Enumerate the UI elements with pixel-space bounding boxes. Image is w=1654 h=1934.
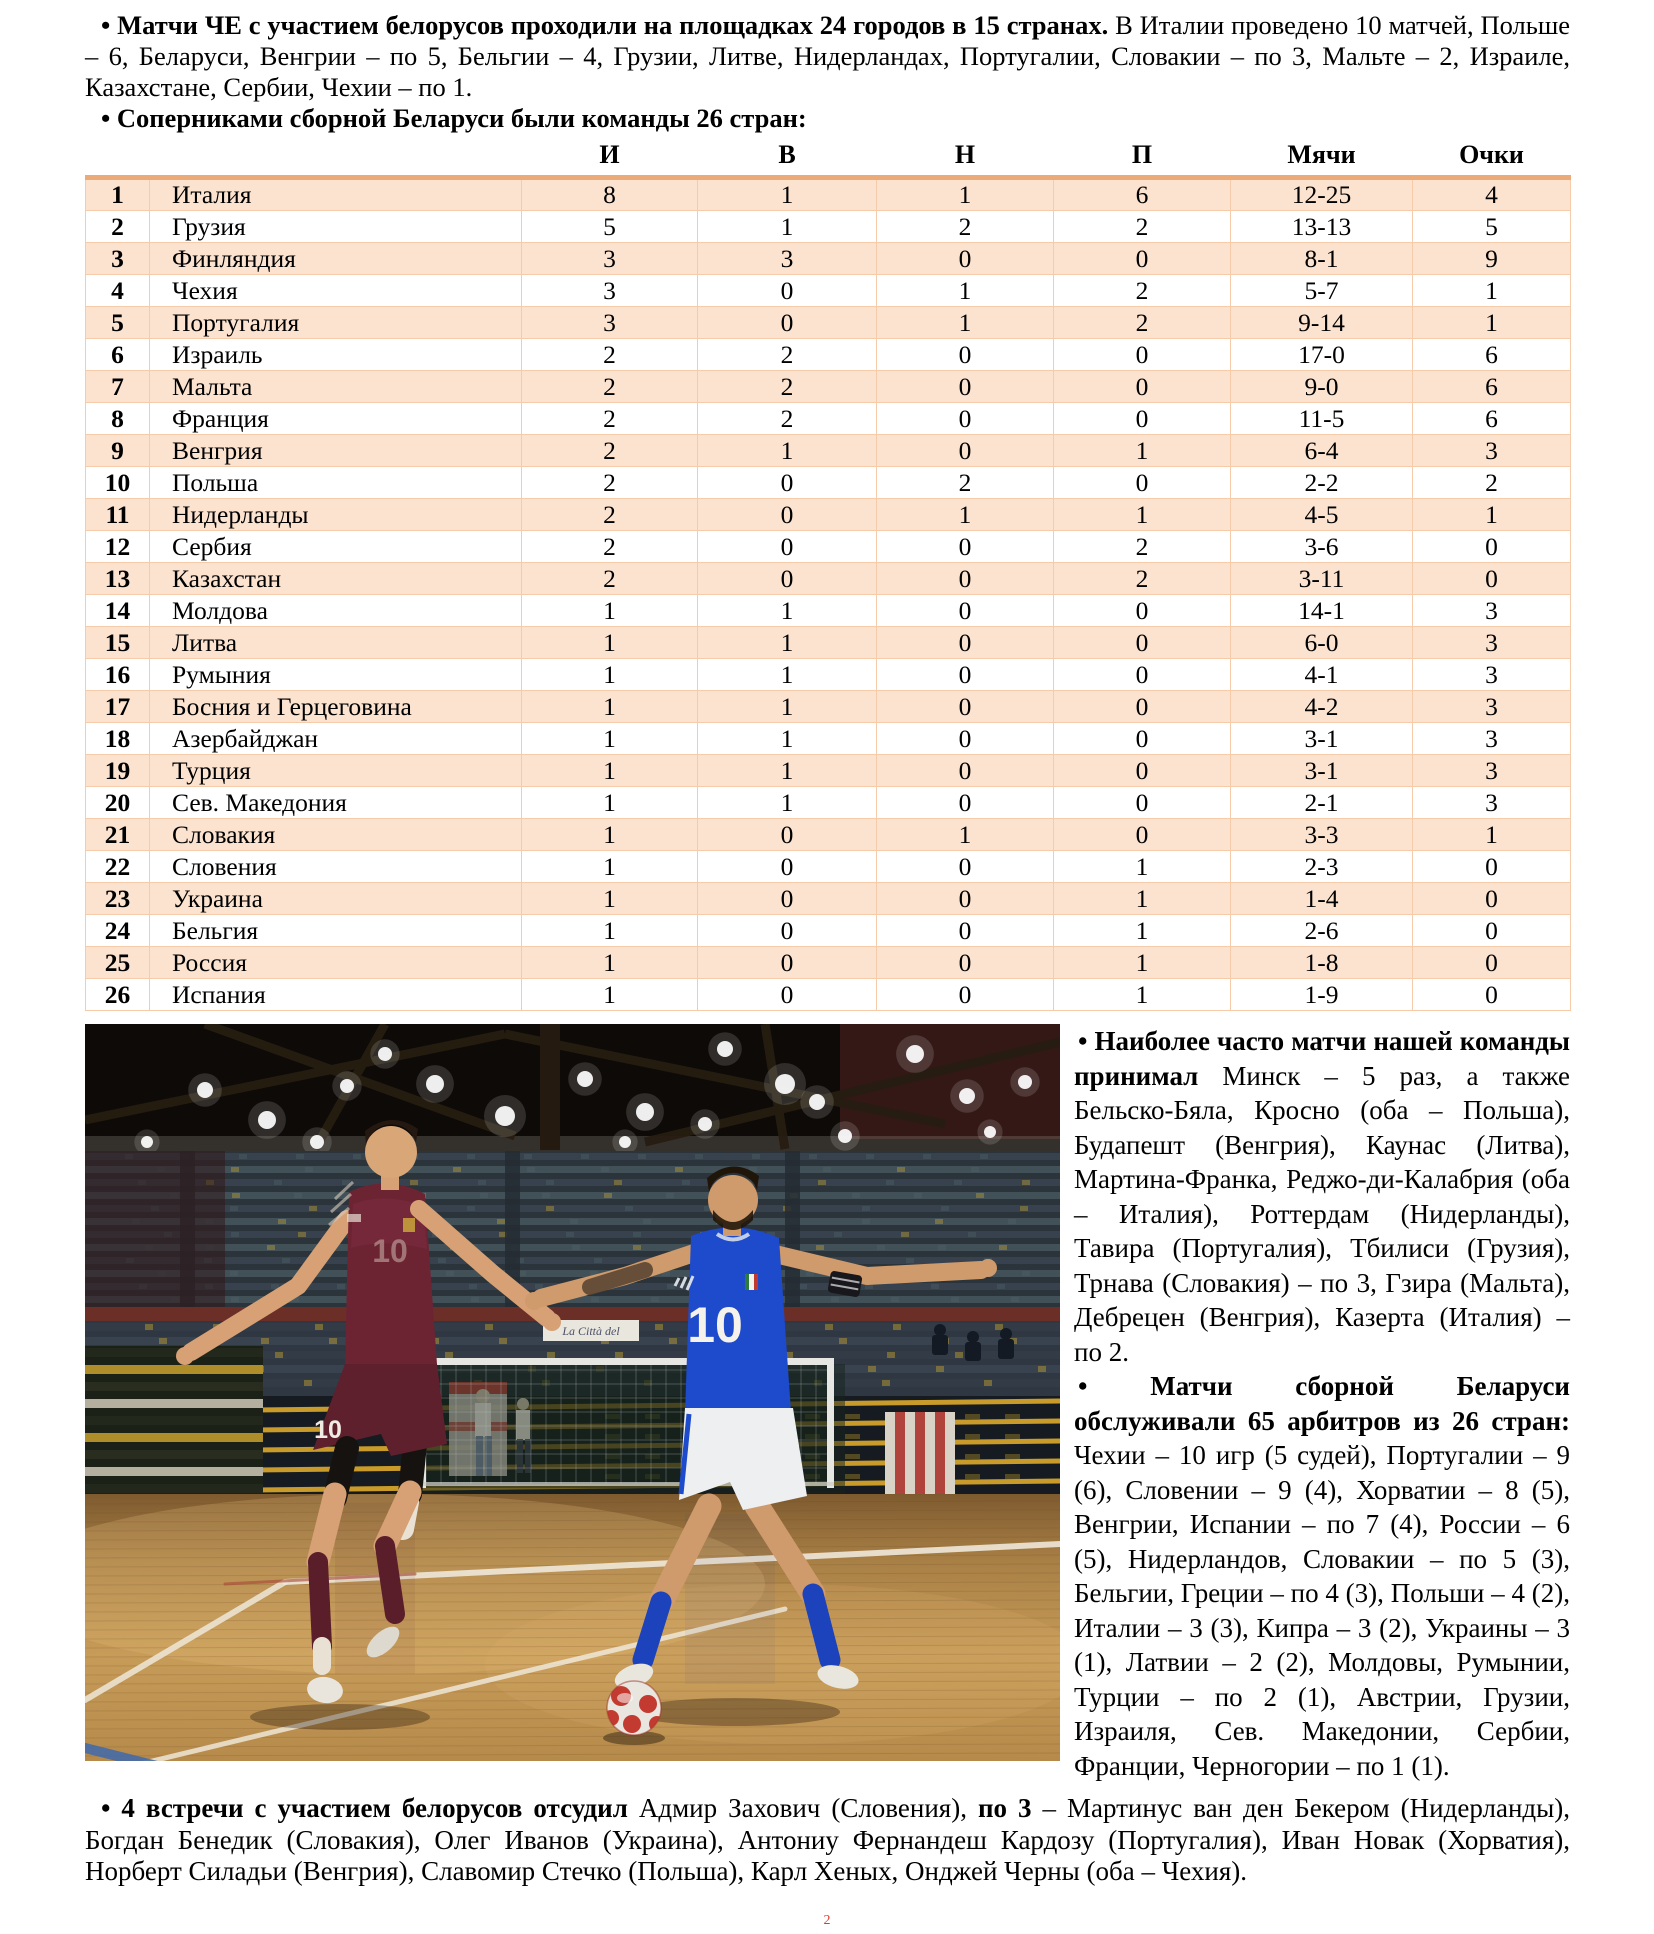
country-cell: Словения (150, 851, 522, 883)
draws-cell: 0 (877, 595, 1054, 627)
points-cell: 0 (1413, 563, 1571, 595)
goals-cell: 13-13 (1231, 211, 1413, 243)
losses-cell: 2 (1054, 563, 1231, 595)
home-shorts-number: 10 (314, 1416, 342, 1444)
table-header-row (86, 140, 1571, 178)
wins-cell: 0 (698, 499, 877, 531)
losses-cell: 0 (1054, 371, 1231, 403)
rank-cell: 6 (86, 339, 150, 371)
table-row (86, 467, 1571, 499)
games-cell: 2 (522, 371, 698, 403)
country-cell: Нидерланды (150, 499, 522, 531)
rank-cell: 26 (86, 979, 150, 1011)
losses-cell: 0 (1054, 755, 1231, 787)
points-cell: 0 (1413, 851, 1571, 883)
referee-stats-bold: • Матчи сборной Беларуси обслуживали 65 арбитров из 26 стран: (1074, 1371, 1570, 1436)
points-cell: 0 (1413, 883, 1571, 915)
country-cell: Чехия (150, 275, 522, 307)
column-header-games: И (522, 140, 698, 178)
points-cell: 1 (1413, 819, 1571, 851)
country-cell: Босния и Герцеговина (150, 691, 522, 723)
goals-cell: 2-6 (1231, 915, 1413, 947)
losses-cell: 0 (1054, 403, 1231, 435)
table-row (86, 563, 1571, 595)
table-row (86, 979, 1571, 1011)
draws-cell: 0 (877, 691, 1054, 723)
points-cell: 3 (1413, 723, 1571, 755)
points-cell: 3 (1413, 787, 1571, 819)
wins-cell: 1 (698, 755, 877, 787)
points-cell: 6 (1413, 339, 1571, 371)
footer-text-2: – Мартинус ван ден Бекером (Нидерланды), Богдан Бенедик (Словакия), Олег Иванов (Украина), Антониу Фернандеш Кардозу (Португалия), Иван Новак (Хорватия), Норберт Силадьи (Венгрия), Славомир Стечко (Польша), Карл Хеных, Онджей Черны (оба – Чехия). (85, 1793, 1571, 1886)
losses-cell: 2 (1054, 211, 1231, 243)
table-row (86, 403, 1571, 435)
points-cell: 3 (1413, 659, 1571, 691)
games-cell: 2 (522, 403, 698, 435)
column-header-blank-country (150, 140, 522, 178)
column-header-goals: Мячи (1231, 140, 1413, 178)
wins-cell: 0 (698, 467, 877, 499)
page-number: 2 (823, 1913, 831, 1928)
points-cell: 3 (1413, 755, 1571, 787)
country-cell: Турция (150, 755, 522, 787)
country-cell: Франция (150, 403, 522, 435)
opponents-table-body (86, 178, 1571, 1011)
points-cell: 0 (1413, 979, 1571, 1011)
wins-cell: 2 (698, 403, 877, 435)
losses-cell: 2 (1054, 531, 1231, 563)
column-header-blank-rank (86, 140, 150, 178)
goals-cell: 6-4 (1231, 435, 1413, 467)
goals-cell: 2-1 (1231, 787, 1413, 819)
goals-cell: 1-9 (1231, 979, 1413, 1011)
country-cell: Сев. Македония (150, 787, 522, 819)
draws-cell: 0 (877, 723, 1054, 755)
table-row (86, 243, 1571, 275)
wins-cell: 1 (698, 435, 877, 467)
goals-cell: 1-8 (1231, 947, 1413, 979)
wins-cell: 2 (698, 371, 877, 403)
wins-cell: 1 (698, 787, 877, 819)
rank-cell: 8 (86, 403, 150, 435)
country-cell: Литва (150, 627, 522, 659)
games-cell: 1 (522, 787, 698, 819)
wins-cell: 0 (698, 275, 877, 307)
rank-cell: 25 (86, 947, 150, 979)
games-cell: 8 (522, 178, 698, 211)
points-cell: 3 (1413, 627, 1571, 659)
losses-cell: 0 (1054, 819, 1231, 851)
goals-cell: 9-14 (1231, 307, 1413, 339)
draws-cell: 1 (877, 307, 1054, 339)
draws-cell: 0 (877, 883, 1054, 915)
country-cell: Сербия (150, 531, 522, 563)
losses-cell: 2 (1054, 307, 1231, 339)
rank-cell: 20 (86, 787, 150, 819)
points-cell: 2 (1413, 467, 1571, 499)
wins-cell: 0 (698, 819, 877, 851)
goals-cell: 11-5 (1231, 403, 1413, 435)
points-cell: 4 (1413, 178, 1571, 211)
hosts-bold: • Наиболее часто матчи нашей команды принимал (1074, 1026, 1570, 1091)
games-cell: 2 (522, 563, 698, 595)
country-cell: Украина (150, 883, 522, 915)
rank-cell: 4 (86, 275, 150, 307)
points-cell: 6 (1413, 403, 1571, 435)
wins-cell: 0 (698, 851, 877, 883)
table-row (86, 723, 1571, 755)
games-cell: 5 (522, 211, 698, 243)
wins-cell: 1 (698, 627, 877, 659)
country-cell: Испания (150, 979, 522, 1011)
table-row (86, 211, 1571, 243)
column-header-draws: Н (877, 140, 1054, 178)
games-cell: 3 (522, 307, 698, 339)
wins-cell: 1 (698, 723, 877, 755)
games-cell: 3 (522, 243, 698, 275)
draws-cell: 1 (877, 499, 1054, 531)
rank-cell: 5 (86, 307, 150, 339)
draws-cell: 0 (877, 787, 1054, 819)
draws-cell: 0 (877, 243, 1054, 275)
rank-cell: 15 (86, 627, 150, 659)
draws-cell: 1 (877, 178, 1054, 211)
referee-stats-paragraph (1074, 1369, 1570, 1783)
intro-p1-text: В Италии проведено 10 матчей, Польше – 6, Беларуси, Венгрии – по 5, Бельгии – 4, Грузии, Литве, Нидерландах, Португалии, Словакии – по 3, Мальте – 2, Израиле, Казахстане, Сербии, Чехии – по 1. (85, 10, 1570, 102)
games-cell: 1 (522, 883, 698, 915)
points-cell: 9 (1413, 243, 1571, 275)
rank-cell: 12 (86, 531, 150, 563)
wins-cell: 0 (698, 915, 877, 947)
games-cell: 2 (522, 435, 698, 467)
table-row (86, 787, 1571, 819)
games-cell: 1 (522, 851, 698, 883)
match-photo (85, 1024, 1060, 1761)
rank-cell: 18 (86, 723, 150, 755)
country-cell: Финляндия (150, 243, 522, 275)
games-cell: 2 (522, 467, 698, 499)
rank-cell: 13 (86, 563, 150, 595)
rank-cell: 7 (86, 371, 150, 403)
country-cell: Румыния (150, 659, 522, 691)
rank-cell: 23 (86, 883, 150, 915)
away-shirt-number: 10 (687, 1297, 743, 1353)
footer-bold-2: по 3 (977, 1793, 1032, 1823)
games-cell: 2 (522, 531, 698, 563)
rank-cell: 2 (86, 211, 150, 243)
wins-cell: 1 (698, 659, 877, 691)
goals-cell: 3-6 (1231, 531, 1413, 563)
country-cell: Грузия (150, 211, 522, 243)
table-row (86, 499, 1571, 531)
points-cell: 0 (1413, 915, 1571, 947)
wins-cell: 0 (698, 947, 877, 979)
games-cell: 1 (522, 723, 698, 755)
country-cell: Словакия (150, 819, 522, 851)
losses-cell: 0 (1054, 243, 1231, 275)
wins-cell: 1 (698, 211, 877, 243)
away-crest (745, 1274, 758, 1290)
games-cell: 1 (522, 915, 698, 947)
country-cell: Польша (150, 467, 522, 499)
banner-text: La Città del (562, 1324, 620, 1338)
points-cell: 6 (1413, 371, 1571, 403)
wins-cell: 1 (698, 595, 877, 627)
losses-cell: 1 (1054, 499, 1231, 531)
goals-cell: 12-25 (1231, 178, 1413, 211)
points-cell: 3 (1413, 595, 1571, 627)
footer-text-1: Адмир Захович (Словения), (627, 1793, 978, 1823)
rank-cell: 17 (86, 691, 150, 723)
draws-cell: 0 (877, 915, 1054, 947)
goals-cell: 4-5 (1231, 499, 1413, 531)
goals-cell: 2-2 (1231, 467, 1413, 499)
losses-cell: 0 (1054, 595, 1231, 627)
column-header-losses: П (1054, 140, 1231, 178)
rank-cell: 19 (86, 755, 150, 787)
draws-cell: 0 (877, 403, 1054, 435)
games-cell: 1 (522, 755, 698, 787)
table-row (86, 755, 1571, 787)
rank-cell: 9 (86, 435, 150, 467)
country-cell: Мальта (150, 371, 522, 403)
country-cell: Израиль (150, 339, 522, 371)
points-cell: 3 (1413, 435, 1571, 467)
losses-cell: 6 (1054, 178, 1231, 211)
table-row (86, 883, 1571, 915)
table-row (86, 851, 1571, 883)
draws-cell: 0 (877, 435, 1054, 467)
losses-cell: 1 (1054, 979, 1231, 1011)
games-cell: 1 (522, 979, 698, 1011)
points-cell: 5 (1413, 211, 1571, 243)
goals-cell: 14-1 (1231, 595, 1413, 627)
draws-cell: 0 (877, 755, 1054, 787)
goals-cell: 3-1 (1231, 723, 1413, 755)
table-row (86, 178, 1571, 211)
games-cell: 1 (522, 595, 698, 627)
rank-cell: 21 (86, 819, 150, 851)
goals-cell: 6-0 (1231, 627, 1413, 659)
draws-cell: 0 (877, 339, 1054, 371)
left-stands (85, 1346, 263, 1499)
points-cell: 1 (1413, 275, 1571, 307)
goals-cell: 8-1 (1231, 243, 1413, 275)
games-cell: 1 (522, 659, 698, 691)
table-row (86, 531, 1571, 563)
goals-cell: 4-1 (1231, 659, 1413, 691)
hosts-text: Минск – 5 раз, а также Бельско-Бяла, Кросно (оба – Польша), Будапешт (Венгрия), Каунас (Литва), Мартина-Франка, Реджо-ди-Калабрия (оба – Италия), Роттердам (Нидерланды), Тавира (Португалия), Тбилиси (Грузия), Трнава (Словакия) – по 3, Гзира (Мальта), Дебрецен (Венгрия), Казерта (Италия) – по 2. (1074, 1060, 1570, 1367)
referees-names-paragraph (85, 1793, 1570, 1888)
table-row (86, 819, 1571, 851)
intro-paragraph-1 (85, 10, 1570, 103)
rank-cell: 22 (86, 851, 150, 883)
losses-cell: 0 (1054, 627, 1231, 659)
country-cell: Венгрия (150, 435, 522, 467)
games-cell: 3 (522, 275, 698, 307)
country-cell: Италия (150, 178, 522, 211)
losses-cell: 0 (1054, 691, 1231, 723)
goals-cell: 1-4 (1231, 883, 1413, 915)
goals-cell: 3-11 (1231, 563, 1413, 595)
footer-bold-1: • 4 встречи с участием белорусов отсудил (101, 1793, 628, 1823)
wins-cell: 0 (698, 531, 877, 563)
wins-cell: 0 (698, 979, 877, 1011)
country-cell: Молдова (150, 595, 522, 627)
wins-cell: 0 (698, 883, 877, 915)
table-row (86, 307, 1571, 339)
referee-stats-text: Чехии – 10 игр (5 судей), Португалии – 9 (6), Словении – 9 (4), Хорватии – 8 (5), Венгрии, Испании – по 7 (4), России – 6 (5), Нидерландов, Словакии – по 5 (3), Бельгии, Греции – по 4 (3), Польши – 4 (2), Италии – 3 (3), Кипра – 3 (2), Украины – 3 (1), Латвии – 2 (2), Молдовы, Румынии, Турции – по 2 (1), Австрии, Грузии, Израиля, Сев. Македонии, Сербии, Франции, Черногории – по 1 (1). (1074, 1440, 1570, 1781)
rank-cell: 11 (86, 499, 150, 531)
points-cell: 1 (1413, 307, 1571, 339)
table-row (86, 659, 1571, 691)
draws-cell: 0 (877, 659, 1054, 691)
losses-cell: 0 (1054, 339, 1231, 371)
goals-cell: 3-3 (1231, 819, 1413, 851)
games-cell: 1 (522, 691, 698, 723)
country-cell: Россия (150, 947, 522, 979)
losses-cell: 0 (1054, 723, 1231, 755)
games-cell: 2 (522, 499, 698, 531)
table-row (86, 595, 1571, 627)
rank-cell: 16 (86, 659, 150, 691)
table-row (86, 339, 1571, 371)
column-header-points: Очки (1413, 140, 1571, 178)
country-cell: Азербайджан (150, 723, 522, 755)
column-header-wins: В (698, 140, 877, 178)
table-row (86, 915, 1571, 947)
draws-cell: 0 (877, 371, 1054, 403)
wins-cell: 0 (698, 563, 877, 595)
losses-cell: 1 (1054, 851, 1231, 883)
losses-cell: 2 (1054, 275, 1231, 307)
wins-cell: 2 (698, 339, 877, 371)
country-cell: Казахстан (150, 563, 522, 595)
wins-cell: 3 (698, 243, 877, 275)
losses-cell: 1 (1054, 947, 1231, 979)
middle-section (85, 1024, 1570, 1783)
intro-paragraph-2: • Соперниками сборной Беларуси были команды 26 стран: (101, 103, 807, 133)
losses-cell: 1 (1054, 915, 1231, 947)
games-cell: 1 (522, 947, 698, 979)
games-cell: 1 (522, 819, 698, 851)
draws-cell: 0 (877, 851, 1054, 883)
table-row (86, 435, 1571, 467)
goals-cell: 2-3 (1231, 851, 1413, 883)
losses-cell: 0 (1054, 659, 1231, 691)
draws-cell: 1 (877, 819, 1054, 851)
draws-cell: 0 (877, 627, 1054, 659)
home-shirt-number: 10 (372, 1233, 408, 1269)
wins-cell: 1 (698, 691, 877, 723)
games-cell: 1 (522, 627, 698, 659)
rank-cell: 10 (86, 467, 150, 499)
rank-cell: 1 (86, 178, 150, 211)
right-column (1074, 1024, 1570, 1783)
table-row (86, 627, 1571, 659)
hosts-paragraph (1074, 1024, 1570, 1369)
draws-cell: 0 (877, 563, 1054, 595)
goals-cell: 9-0 (1231, 371, 1413, 403)
draws-cell: 2 (877, 211, 1054, 243)
points-cell: 3 (1413, 691, 1571, 723)
intro-p1-bold: • Матчи ЧЕ с участием белорусов проходили на площадках 24 городов в 15 странах. (101, 10, 1109, 40)
country-cell: Португалия (150, 307, 522, 339)
draws-cell: 1 (877, 275, 1054, 307)
losses-cell: 1 (1054, 435, 1231, 467)
points-cell: 0 (1413, 947, 1571, 979)
losses-cell: 0 (1054, 467, 1231, 499)
rank-cell: 14 (86, 595, 150, 627)
country-cell: Бельгия (150, 915, 522, 947)
opponents-table (85, 140, 1571, 1011)
points-cell: 1 (1413, 499, 1571, 531)
wins-cell: 0 (698, 307, 877, 339)
table-row (86, 691, 1571, 723)
goals-cell: 4-2 (1231, 691, 1413, 723)
goals-cell: 17-0 (1231, 339, 1413, 371)
points-cell: 0 (1413, 531, 1571, 563)
table-row (86, 947, 1571, 979)
losses-cell: 0 (1054, 787, 1231, 819)
losses-cell: 1 (1054, 883, 1231, 915)
table-row (86, 275, 1571, 307)
draws-cell: 0 (877, 531, 1054, 563)
goals-cell: 3-1 (1231, 755, 1413, 787)
draws-cell: 2 (877, 467, 1054, 499)
wins-cell: 1 (698, 178, 877, 211)
rank-cell: 3 (86, 243, 150, 275)
rank-cell: 24 (86, 915, 150, 947)
table-row (86, 371, 1571, 403)
games-cell: 2 (522, 339, 698, 371)
goals-cell: 5-7 (1231, 275, 1413, 307)
draws-cell: 0 (877, 947, 1054, 979)
draws-cell: 0 (877, 979, 1054, 1011)
